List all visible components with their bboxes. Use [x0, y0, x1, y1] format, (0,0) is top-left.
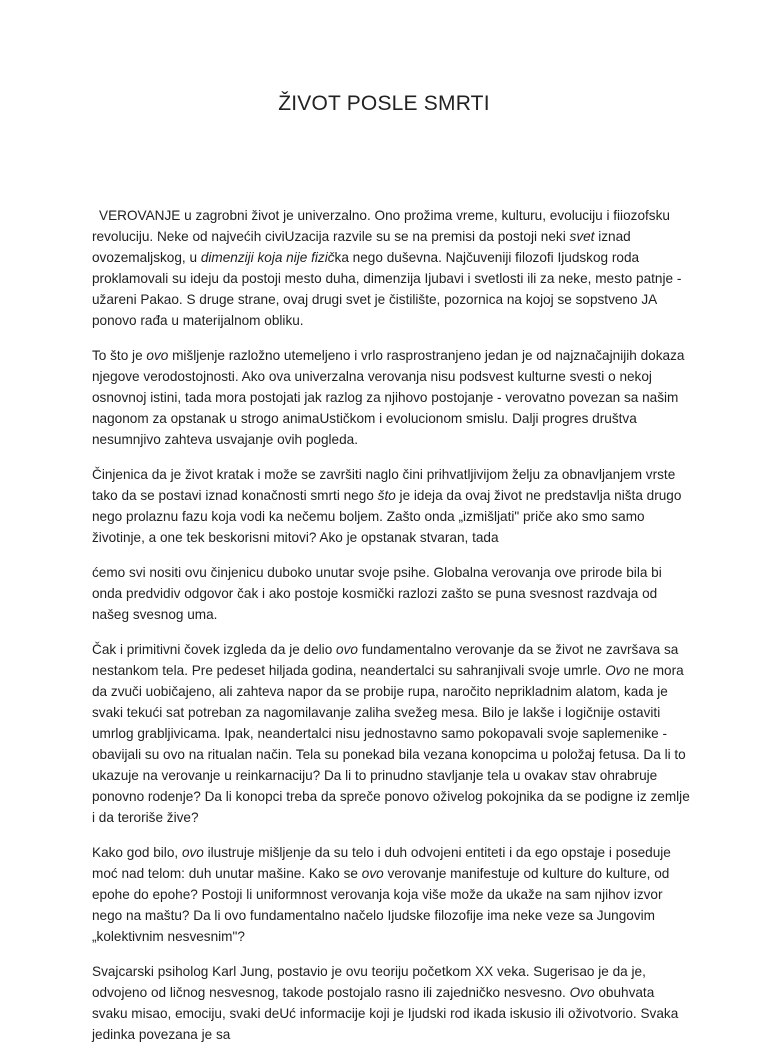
- italic-text: Ovo: [569, 985, 595, 1000]
- body-paragraph: [92, 639, 692, 828]
- paragraph-text: verovanje manifestuje od kulture do kulture, od epohe do epohe? Postoji li uniformnost verovanja koja više može da ukaže na sam njihov izvor nego na maštu? Da li ovo fundamentalno načelo Ijudske filozofije ima neke veze sa Jungovim „kolektivnim nesvesnim"?: [92, 866, 670, 944]
- italic-text: dimenziji koja nije fizič: [200, 250, 335, 265]
- document-title: ŽIVOT POSLE SMRTI: [278, 92, 490, 115]
- paragraph-text: Svajcarski psiholog Karl Jung, postavio je ovu teoriju početkom XX veka. Sugerisao je da je, odvojeno od ličnog nesvesnog, takode postojalo rasno ili zajedničko nesvesno.: [92, 964, 646, 1000]
- paragraph-text: ne mora da zvuči uobičajeno, ali zahteva napor da se probije rupa, naročito neprikladnim alatom, kada je svaki tekući sat potreban za nagomilavanje zaliha svežeg mesa. Bilo je lakše i logičnije ostaviti umrlog grabljivicama. Ipak, neandertalci nisu jednostavno samo pokopavali svoje saplemenike - obavijali su ovo na ritualan način. Tela su ponekad bila vezana konopcima u položaj fetusa. Da li to ukazuje na verovanje u reinkarnaciju? Da li to prinudno stavljanje tela u ovakav stav ohrabruje ponovno rodenje? Da li konopci treba da spreče ponovo oživelog pokojnika da se podigne iz zemlje i da teroriše žive?: [92, 663, 690, 825]
- paragraph-text: fundamentalno verovanje da se život ne završava sa nestankom tela. Pre pedeset hiljada godina, neandertalci su sahranjivali svoje umrle.: [92, 642, 679, 678]
- italic-text: Ovo: [605, 663, 631, 678]
- italic-text: svet: [569, 229, 595, 244]
- paragraph-text: Čak i primitivni čovek izgleda da je delio: [92, 642, 337, 657]
- italic-text: ovo: [336, 642, 358, 657]
- paragraph-text: iznad ovozemaljskog, u: [92, 229, 631, 265]
- paragraph-text: ka nego duševna. Najčuveniji filozofi Ijudskog roda proklamovali su ideju da postoji mesto duha, dimenzija Ijubavi i svetlosti ili za neke, mesto patnje - užareni Pakao. S druge strane, ovaj drugi svet je čistilište, pozornica na kojoj se sopstveno JA ponovo rađa u materijalnom obliku.: [92, 250, 682, 328]
- paragraph-text: je ideja da ovaj život ne predstavlja ništa drugo nego prolaznu fazu koja vodi ka nečemu boljem. Zašto onda „izmišljati" priče ako smo samo životinje, a one tek beskorisni mitovi? Ako je opstanak stvaran, tada: [92, 488, 682, 545]
- document-body: [92, 205, 692, 1059]
- body-paragraph: [92, 464, 692, 548]
- paragraph-text: VEROVANJE u zagrobni život je univerzalno. Ono prožima vreme, kulturu, evoluciju i fiiozofsku revoluciju. Neke od najvećih civiUzacija razvile su se na premisi da postoji neki: [92, 208, 670, 244]
- italic-text: što: [377, 488, 396, 503]
- paragraph-text: Kako god bilo,: [92, 845, 182, 860]
- italic-text: ovo: [181, 845, 204, 860]
- body-paragraph: [92, 205, 692, 331]
- body-paragraph: [92, 961, 692, 1045]
- paragraph-text: ćemo svi nositi ovu činjenicu duboko unutar svoje psihe. Globalna verovanja ove prirode bila bi onda predvidiv odgovor čak i ako postoje kosmički razlozi zašto se puna svesnost razdvaja od našeg svesnog uma.: [92, 565, 662, 622]
- italic-text: ovo: [146, 348, 169, 363]
- paragraph-text: To što je: [92, 348, 147, 363]
- body-paragraph: [92, 345, 692, 450]
- paragraph-text: ilustruje mišljenje da su telo i duh odvojeni entiteti i da ego opstaje i poseduje moć nad telom: duh unutar mašine. Kako se: [92, 845, 671, 881]
- body-paragraph: [92, 562, 692, 625]
- paragraph-text: Činjenica da je život kratak i može se završiti naglo čini prihvatljivijom želju za obnavljanjem vrste tako da se postavi iznad konačnosti smrti nego: [92, 467, 676, 503]
- italic-text: ovo: [361, 866, 384, 881]
- body-paragraph: [92, 842, 692, 947]
- paragraph-text: obuhvata svaku misao, emociju, svaki deUć informacije koji je Ijudski rod ikada iskusio ili oživotvorio. Svaka jedinka povezana je sa: [92, 985, 679, 1042]
- paragraph-text: mišljenje razložno utemeljeno i vrlo rasprostranjeno jedan je od najznačajnijih dokaza njegove verodostojnosti. Ako ova univerzalna verovanja nisu podsvest kulturne svesti o nekoj osnovnoj istini, tada mora postojati jak razlog za njihovo postojanje - verovatno povezan sa našim nagonom za opstanak u strogo animaUstičkom i evolucionom smislu. Dalji progres društva nesumnjivo zahteva usvajanje ovih pogleda.: [92, 348, 685, 447]
